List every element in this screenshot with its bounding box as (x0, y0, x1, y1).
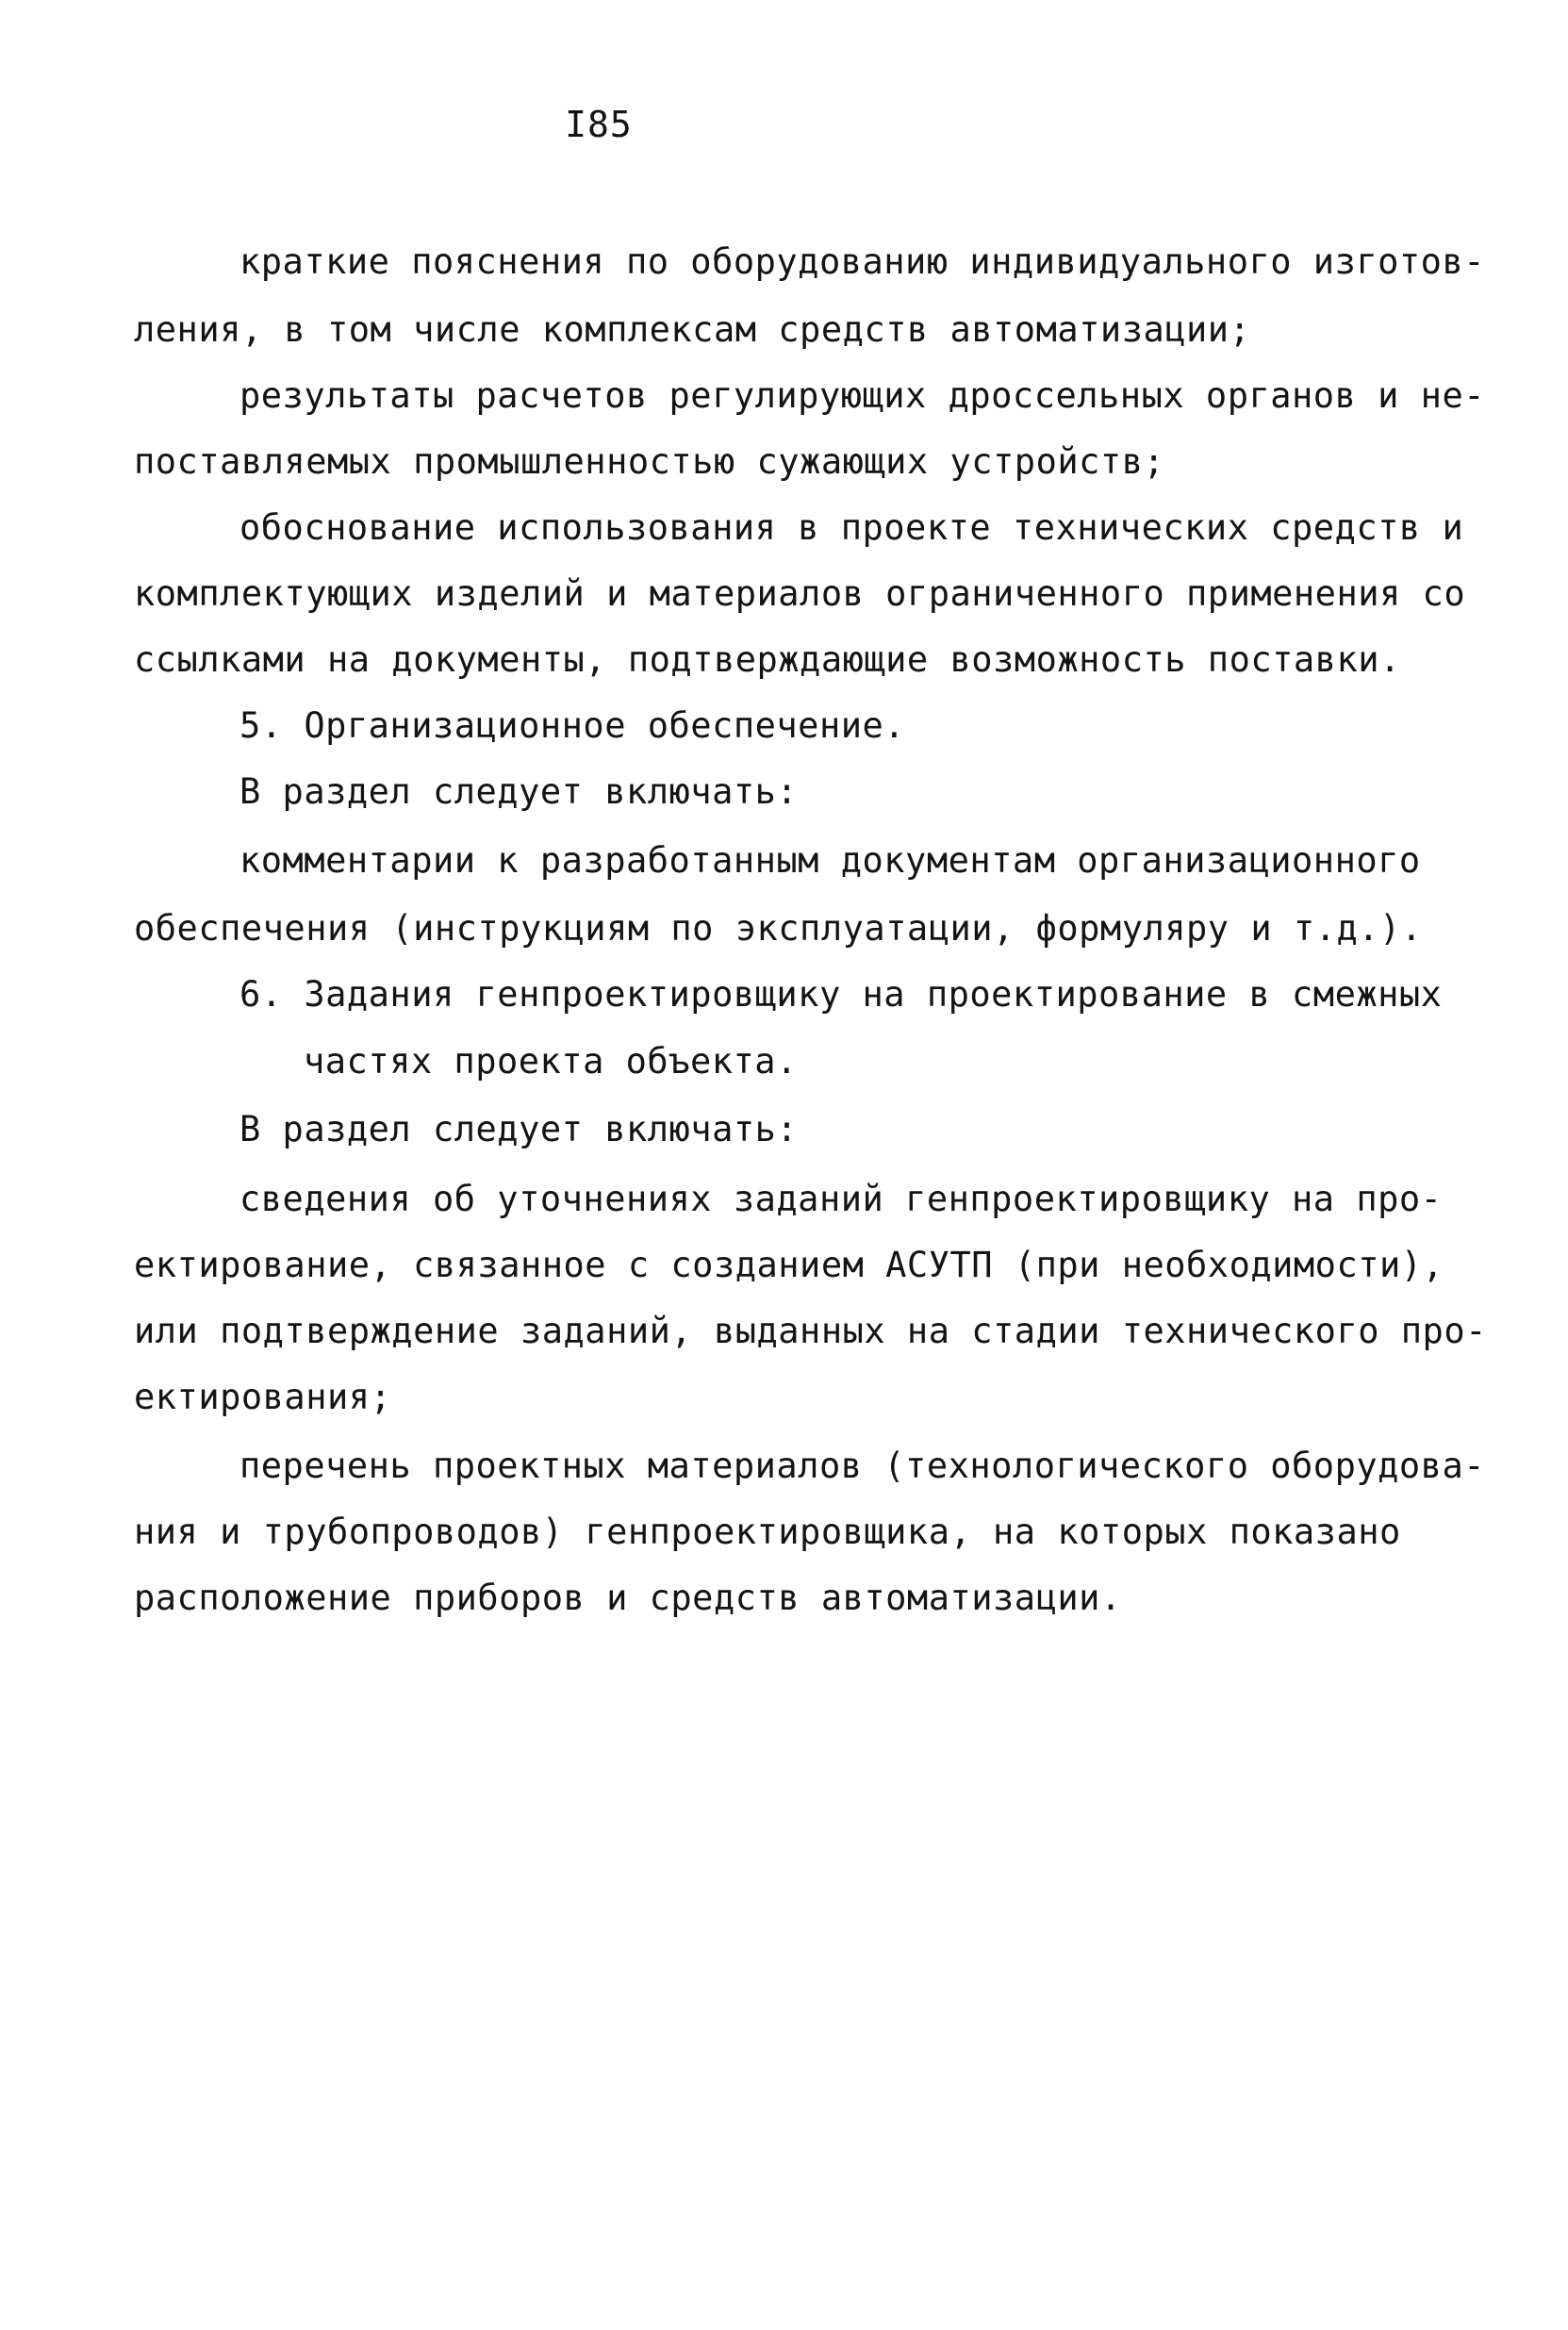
body-line-20: ния и трубопроводов) генпроектировщика, на которых показано (134, 1512, 1401, 1552)
body-line-16: ектирование, связанное с созданием АСУТП (при необходимости), (134, 1245, 1444, 1285)
body-line-21: расположение приборов и средств автоматизации. (134, 1578, 1122, 1618)
body-line-5: обоснование использования в проекте технических средств и (239, 507, 1464, 548)
body-line-19: перечень проектных материалов (технологического оборудова- (239, 1446, 1486, 1486)
page-number: I85 (565, 104, 633, 145)
body-line-14: В раздел следует включать: (239, 1109, 799, 1149)
body-line-17: или подтверждение заданий, выданных на стадии технического про- (134, 1311, 1487, 1351)
section-heading-6: 6. Задания генпроектировщику на проектирование в смежных (239, 974, 1443, 1015)
body-line-15: сведения об уточнениях заданий генпроектировщику на про- (239, 1179, 1443, 1219)
body-line-10: комментарии к разработанным документам организационного (239, 840, 1421, 881)
body-line-18: ектирования; (134, 1377, 392, 1417)
body-line-7: ссылками на документы, подтверждающие возможность поставки. (134, 639, 1401, 680)
body-line-4: поставляемых промышленностью сужающих устройств; (134, 441, 1165, 482)
body-line-6: комплектующих изделий и материалов ограниченного применения со (134, 573, 1466, 614)
body-line-11: обеспечения (инструкциям по эксплуатации, формуляру и т.д.). (134, 908, 1423, 949)
body-line-9: В раздел следует включать: (239, 771, 799, 812)
body-line-13: частях проекта объекта. (304, 1041, 798, 1082)
section-heading-5: 5. Организационное обеспечение. (239, 705, 906, 746)
body-line-2: ления, в том числе комплексам средств автоматизации; (134, 309, 1251, 350)
body-line-3: результаты расчетов регулирующих дроссельных органов и не- (239, 375, 1486, 416)
body-line-1: краткие пояснения по оборудованию индивидуального изготов- (239, 241, 1486, 282)
